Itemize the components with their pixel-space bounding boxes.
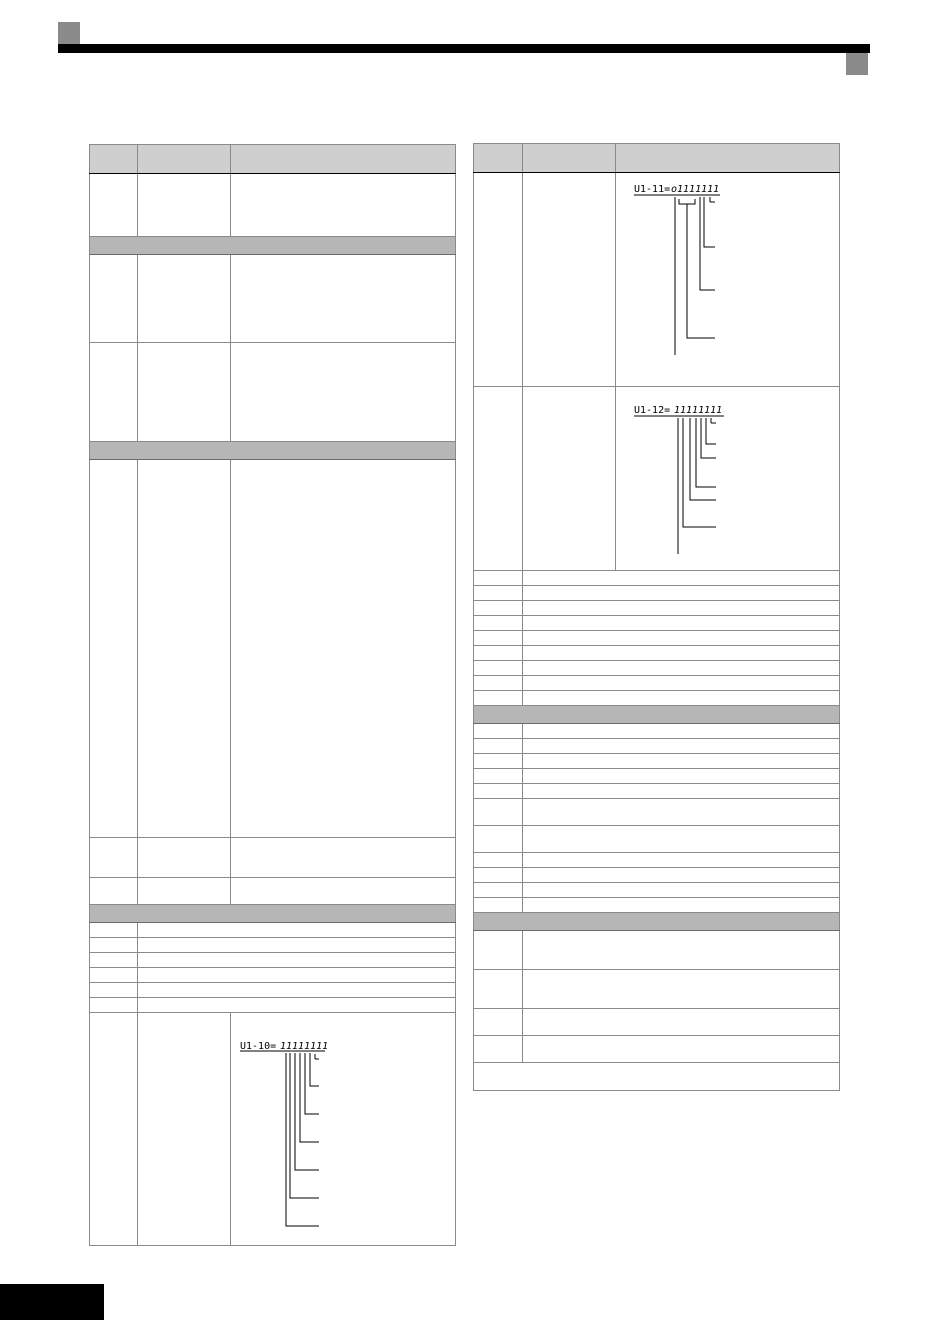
- table-row: [474, 616, 840, 631]
- section-row: [474, 913, 840, 931]
- table-row: [90, 998, 456, 1013]
- table-row: [474, 784, 840, 799]
- header-rule: [58, 44, 870, 53]
- table-row: [474, 631, 840, 646]
- table-row: [474, 799, 840, 826]
- header-marker-square: [58, 22, 80, 44]
- table-row: [90, 838, 456, 878]
- table-row: [474, 769, 840, 784]
- bit-diagram-u1-11: [616, 173, 838, 383]
- diagram-prefix: U1-10=: [240, 1041, 277, 1052]
- table-row: [90, 1013, 456, 1246]
- table-header-row: [90, 145, 456, 174]
- table-row: [474, 853, 840, 868]
- table-row: [90, 174, 456, 237]
- table-row: [474, 931, 840, 970]
- table-row: [474, 898, 840, 913]
- table-row: [90, 953, 456, 968]
- parameter-table-right: [473, 143, 840, 1091]
- table-row: [474, 1036, 840, 1063]
- table-row: [90, 938, 456, 953]
- table-row: [474, 868, 840, 883]
- section-row: [474, 706, 840, 724]
- table-row: [474, 754, 840, 769]
- table-row: [90, 923, 456, 938]
- table-row: [90, 878, 456, 905]
- table-row: [90, 343, 456, 442]
- diagram-prefix: U1-12=: [634, 405, 671, 416]
- table-row: [474, 1009, 840, 1036]
- table-row: [474, 724, 840, 739]
- table-row: [474, 646, 840, 661]
- table-row: [474, 883, 840, 898]
- table-row: [474, 387, 840, 571]
- section-row: [90, 442, 456, 460]
- section-row: [90, 905, 456, 923]
- table-row: [90, 968, 456, 983]
- section-row: [90, 237, 456, 255]
- table-row: [474, 691, 840, 706]
- table-row: [474, 586, 840, 601]
- table-row: [90, 460, 456, 838]
- table-row: [474, 970, 840, 1009]
- diagram-digits: 11111111: [674, 405, 723, 416]
- diagram-digits: 11111111: [280, 1041, 329, 1052]
- table-row: [90, 983, 456, 998]
- parameter-table-left: [89, 144, 456, 1246]
- table-row: [474, 601, 840, 616]
- table-row: [90, 255, 456, 343]
- diagram-prefix: U1-11=: [634, 184, 671, 195]
- page-number-block: [0, 1284, 104, 1320]
- diagram-digits: o1111111: [671, 184, 720, 195]
- bit-diagram-u1-10: [231, 1013, 455, 1242]
- table-row: [474, 739, 840, 754]
- bit-diagram-u1-12: [616, 387, 838, 567]
- section-marker-square: [846, 53, 868, 75]
- table-row: [474, 826, 840, 853]
- table-header-row: [474, 144, 840, 173]
- table-row: [474, 571, 840, 586]
- table-footnote-row: [474, 1063, 840, 1091]
- table-row: [474, 661, 840, 676]
- table-row: [474, 173, 840, 387]
- table-row: [474, 676, 840, 691]
